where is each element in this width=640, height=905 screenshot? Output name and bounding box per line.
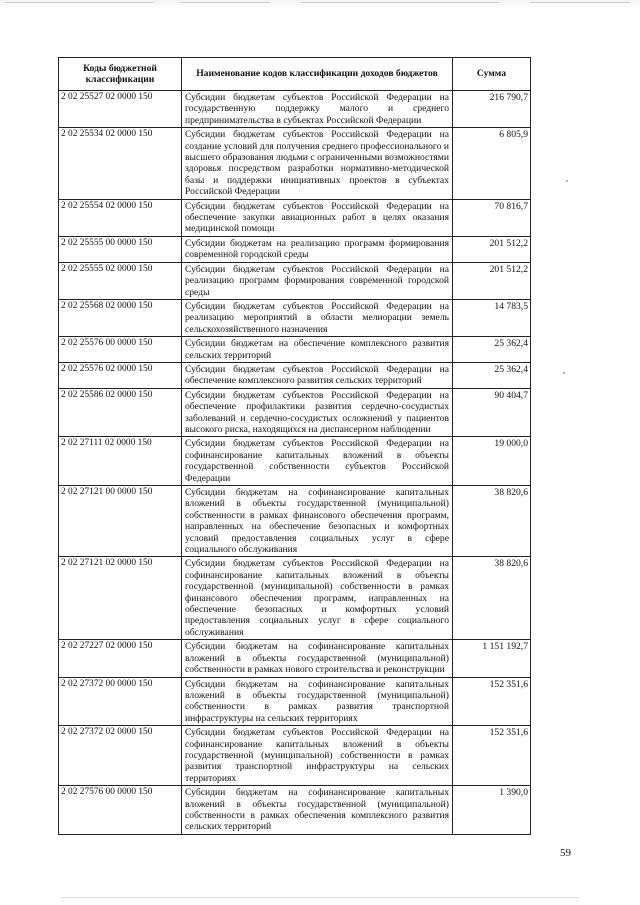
row-code: 2 02 25554 02 0000 150 [59,199,182,236]
scan-bottom-edge [60,897,580,898]
row-code: 2 02 25527 02 0000 150 [59,91,182,128]
row-sum: 1 151 192,7 [453,640,531,677]
row-name: Субсидии бюджетам на реализацию программ формирования современной городской среды [182,236,453,262]
table-row [59,91,531,128]
row-name: Субсидии бюджетам субъектов Российской Федерации на обеспечение закупки авиационных работ в целях оказания медицинской помощи [182,199,453,236]
table-row [59,726,531,786]
row-code: 2 02 25534 02 0000 150 [59,128,182,199]
row-code: 2 02 25576 00 0000 150 [59,337,182,363]
row-name: Субсидии бюджетам субъектов Российской Федерации на государственную поддержку малого и среднего предпринимательства в субъектах Российской Федерации [182,91,453,128]
row-code: 2 02 25568 02 0000 150 [59,299,182,336]
row-name: Субсидии бюджетам на софинансирование капитальных вложений в объекты государственной (муниципальной) собственности в рамках нового строительства и реконструкции [182,640,453,677]
row-sum: 1 390,0 [453,786,531,835]
row-code: 2 02 27372 00 0000 150 [59,677,182,726]
row-sum: 6 805,9 [453,128,531,199]
table-row [59,236,531,262]
row-code: 2 02 27121 02 0000 150 [59,557,182,640]
row-name: Субсидии бюджетам субъектов Российской Федерации на создание условий для получения среднего профессионального и высшего образования людьми с ограниченными возможностями здоровья посредством разработки нормативно-методической базы и поддержки инициативных проектов в субъектах Российской Федерации [182,128,453,199]
table-row [59,199,531,236]
row-sum: 216 790,7 [453,91,531,128]
row-sum: 38 820,6 [453,486,531,557]
table-row [59,437,531,486]
row-name: Субсидии бюджетам субъектов Российской Федерации на обеспечение комплексного развития сельских территорий [182,362,453,388]
row-name: Субсидии бюджетам субъектов Российской Федерации на обеспечение профилактики развития сердечно-сосудистых заболеваний и сердечно-сосудистых осложнений у пациентов высокого риска, находящихся на диспансерном наблюдении [182,388,453,437]
row-sum: 90 404,7 [453,388,531,437]
row-code: 2 02 25555 00 0000 150 [59,236,182,262]
row-code: 2 02 27372 02 0000 150 [59,726,182,786]
table-row [59,640,531,677]
row-code: 2 02 25586 02 0000 150 [59,388,182,437]
row-sum: 25 362,4 [453,337,531,363]
row-name: Субсидии бюджетам субъектов Российской Федерации на реализацию программ формирования современной городской среды [182,262,453,299]
table-header-row [59,58,531,91]
scan-speck [563,372,565,374]
row-sum: 152 351,6 [453,677,531,726]
table-row [59,486,531,557]
table-row [59,786,531,835]
row-sum: 25 362,4 [453,362,531,388]
scan-speck [566,180,568,182]
table-row [59,677,531,726]
row-code: 2 02 27576 00 0000 150 [59,786,182,835]
table-row [59,299,531,336]
row-code: 2 02 27121 00 0000 150 [59,486,182,557]
table-row [59,262,531,299]
header-sum: Сумма [453,58,531,91]
row-sum: 19 000,0 [453,437,531,486]
row-code: 2 02 25555 02 0000 150 [59,262,182,299]
row-code: 2 02 27111 02 0000 150 [59,437,182,486]
scan-top-edge [0,0,640,9]
row-name: Субсидии бюджетам субъектов Российской Федерации на софинансирование капитальных вложений в объекты государственной собственности субъектов Российской Федерации [182,437,453,486]
budget-revenue-table [58,57,531,835]
row-name: Субсидии бюджетам на софинансирование капитальных вложений в объекты государственной (муниципальной) собственности в рамках обеспечения комплексного развития сельских территорий [182,786,453,835]
row-name: Субсидии бюджетам субъектов Российской Федерации на софинансирование капитальных вложений в объекты государственной (муниципальной) собственности в рамках финансового обеспечения программ, направленных на обеспечение безопасных и комфортных условий предоставления социальных услуг в сфере социального обслуживания [182,557,453,640]
table-row [59,337,531,363]
row-sum: 201 512,2 [453,262,531,299]
table-row [59,557,531,640]
row-sum: 70 816,7 [453,199,531,236]
table-row [59,362,531,388]
header-name: Наименование кодов классификации доходов бюджетов [182,58,453,91]
header-code: Коды бюджетной классификации [59,58,182,91]
row-sum: 152 351,6 [453,726,531,786]
row-name: Субсидии бюджетам субъектов Российской Федерации на реализацию мероприятий в области мелиорации земель сельскохозяйственного назначения [182,299,453,336]
row-name: Субсидии бюджетам на софинансирование капитальных вложений в объекты государственной (муниципальной) собственности в рамках финансового обеспечения программ, направленных на обеспечение безопасных и комфортных условий предоставления социальных услуг в сфере социального обслуживания [182,486,453,557]
table-row [59,388,531,437]
row-code: 2 02 27227 02 0000 150 [59,640,182,677]
page-number: 59 [560,847,571,859]
row-name: Субсидии бюджетам на обеспечение комплексного развития сельских территорий [182,337,453,363]
row-code: 2 02 25576 02 0000 150 [59,362,182,388]
row-sum: 201 512,2 [453,236,531,262]
row-name: Субсидии бюджетам на софинансирование капитальных вложений в объекты государственной (муниципальной) собственности в рамках развития транспортной инфраструктуры на сельских территориях [182,677,453,726]
row-sum: 38 820,6 [453,557,531,640]
row-sum: 14 783,5 [453,299,531,336]
table-row [59,128,531,199]
row-name: Субсидии бюджетам субъектов Российской Федерации на софинансирование капитальных вложений в объекты государственной (муниципальной) собственности в рамках развития транспортной инфраструктуры на сельских территориях [182,726,453,786]
